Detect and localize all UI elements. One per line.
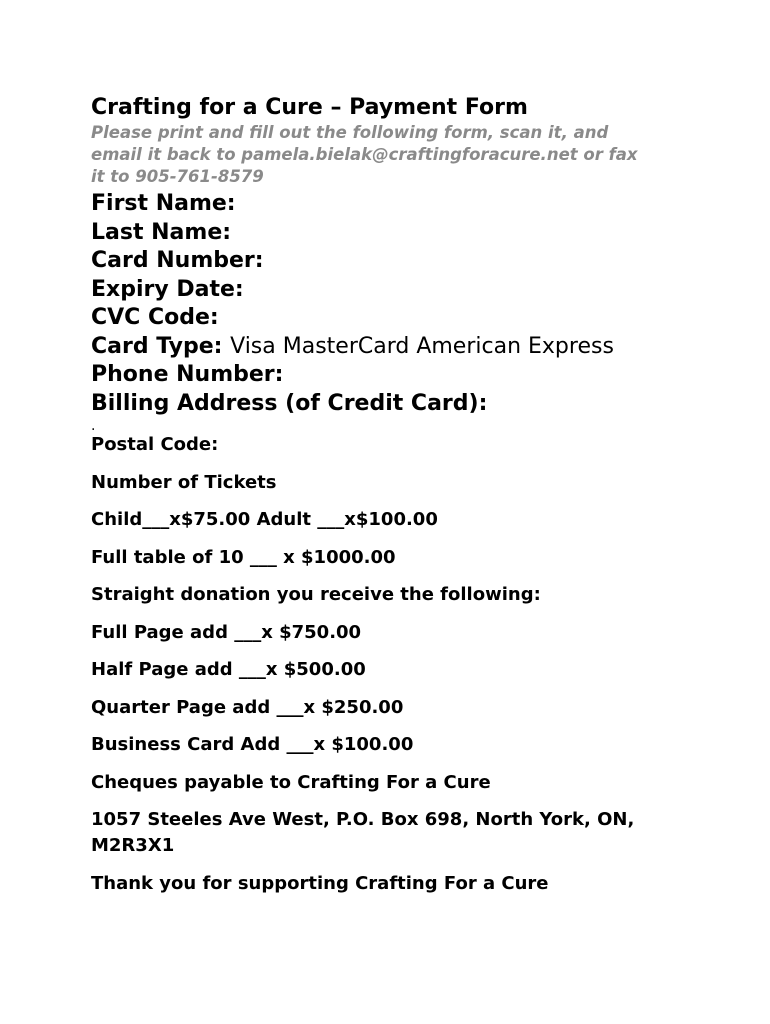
ticket-child-adult-line: Child___x$75.00 Adult ___x$100.00	[91, 509, 438, 530]
business-card-ad-line: Business Card Add ___x $100.00	[91, 734, 414, 755]
phone-number-label: Phone Number:	[91, 362, 284, 387]
full-table-line: Full table of 10 ___ x $1000.00	[91, 546, 396, 568]
payment-form-page	[91, 94, 691, 908]
card-type-label: Card Type:	[91, 333, 223, 359]
mailing-address: 1057 Steeles Ave West, P.O. Box 698, North York, ON, M2R3X1	[91, 809, 635, 856]
half-page-ad-line: Half Page add ___x $500.00	[91, 659, 366, 680]
quarter-page-ad-line: Quarter Page add ___x $250.00	[91, 696, 404, 718]
address-placeholder-dot: .	[91, 418, 96, 434]
postal-code-label: Postal Code:	[91, 434, 219, 455]
cvc-code-label: CVC Code:	[91, 305, 219, 330]
full-page-ad-line: Full Page add ___x $750.00	[91, 621, 362, 643]
billing-address-label: Billing Address (of Credit Card):	[91, 390, 488, 416]
number-of-tickets-heading: Number of Tickets	[91, 471, 277, 493]
card-number-label: Card Number:	[91, 248, 264, 273]
form-instructions: Please print and fill out the following form, scan it, and email it back to pamela.bielak@craftingforacure.net or fax it to 905-761-8579	[91, 123, 638, 186]
card-type-options: Visa MasterCard American Express	[230, 333, 614, 359]
last-name-label: Last Name:	[91, 219, 232, 245]
straight-donation-heading: Straight donation you receive the following:	[91, 584, 541, 605]
card-type-row	[91, 333, 691, 362]
cheques-payable-line: Cheques payable to Crafting For a Cure	[91, 771, 491, 793]
expiry-date-label: Expiry Date:	[91, 276, 244, 302]
thank-you-line: Thank you for supporting Crafting For a Cure	[91, 872, 549, 894]
form-title: Crafting for a Cure – Payment Form	[91, 95, 528, 120]
first-name-label: First Name:	[91, 191, 236, 216]
